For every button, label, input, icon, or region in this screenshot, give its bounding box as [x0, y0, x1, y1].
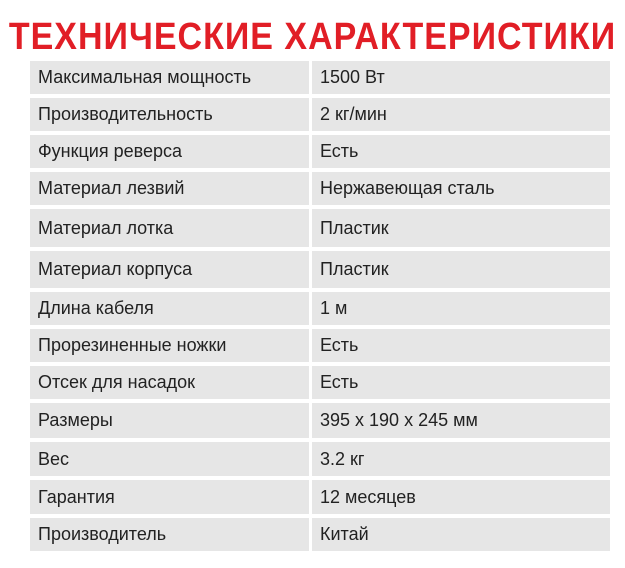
spec-value: 3.2 кг: [312, 442, 610, 476]
page-title: ТЕХНИЧЕСКИЕ ХАРАКТЕРИСТИКИ: [8, 15, 617, 58]
spec-row-performance: [30, 98, 610, 131]
spec-row-feet: [30, 329, 610, 362]
spec-value: Китай: [312, 518, 610, 551]
spec-label: Максимальная мощность: [30, 61, 309, 94]
spec-row-cable: [30, 292, 610, 325]
spec-row-dimensions: [30, 403, 610, 438]
spec-label: Функция реверса: [30, 135, 309, 168]
spec-label: Гарантия: [30, 480, 309, 514]
spec-value: Есть: [312, 366, 610, 399]
spec-value: 2 кг/мин: [312, 98, 610, 131]
spec-label: Прорезиненные ножки: [30, 329, 309, 362]
spec-value: Есть: [312, 135, 610, 168]
spec-row-manufacturer: [30, 518, 610, 551]
spec-row-warranty: [30, 480, 610, 514]
spec-value: 12 месяцев: [312, 480, 610, 514]
spec-row-weight: [30, 442, 610, 476]
spec-label: Материал лотка: [30, 209, 309, 247]
spec-label: Производитель: [30, 518, 309, 551]
spec-value: Пластик: [312, 251, 610, 288]
spec-row-power: [30, 61, 610, 94]
spec-row-reverse: [30, 135, 610, 168]
spec-row-body: [30, 251, 610, 288]
spec-row-storage: [30, 366, 610, 399]
spec-row-blades: [30, 172, 610, 205]
spec-label: Производительность: [30, 98, 309, 131]
spec-label: Отсек для насадок: [30, 366, 309, 399]
spec-label: Материал лезвий: [30, 172, 309, 205]
spec-label: Материал корпуса: [30, 251, 309, 288]
spec-value: 395 x 190 x 245 мм: [312, 403, 610, 438]
spec-value: 1 м: [312, 292, 610, 325]
spec-label: Длина кабеля: [30, 292, 309, 325]
spec-label: Размеры: [30, 403, 309, 438]
spec-value: 1500 Вт: [312, 61, 610, 94]
spec-label: Вес: [30, 442, 309, 476]
spec-row-tray: [30, 209, 610, 247]
spec-value: Пластик: [312, 209, 610, 247]
spec-value: Есть: [312, 329, 610, 362]
spec-value: Нержавеющая сталь: [312, 172, 610, 205]
specs-table: [30, 61, 610, 555]
